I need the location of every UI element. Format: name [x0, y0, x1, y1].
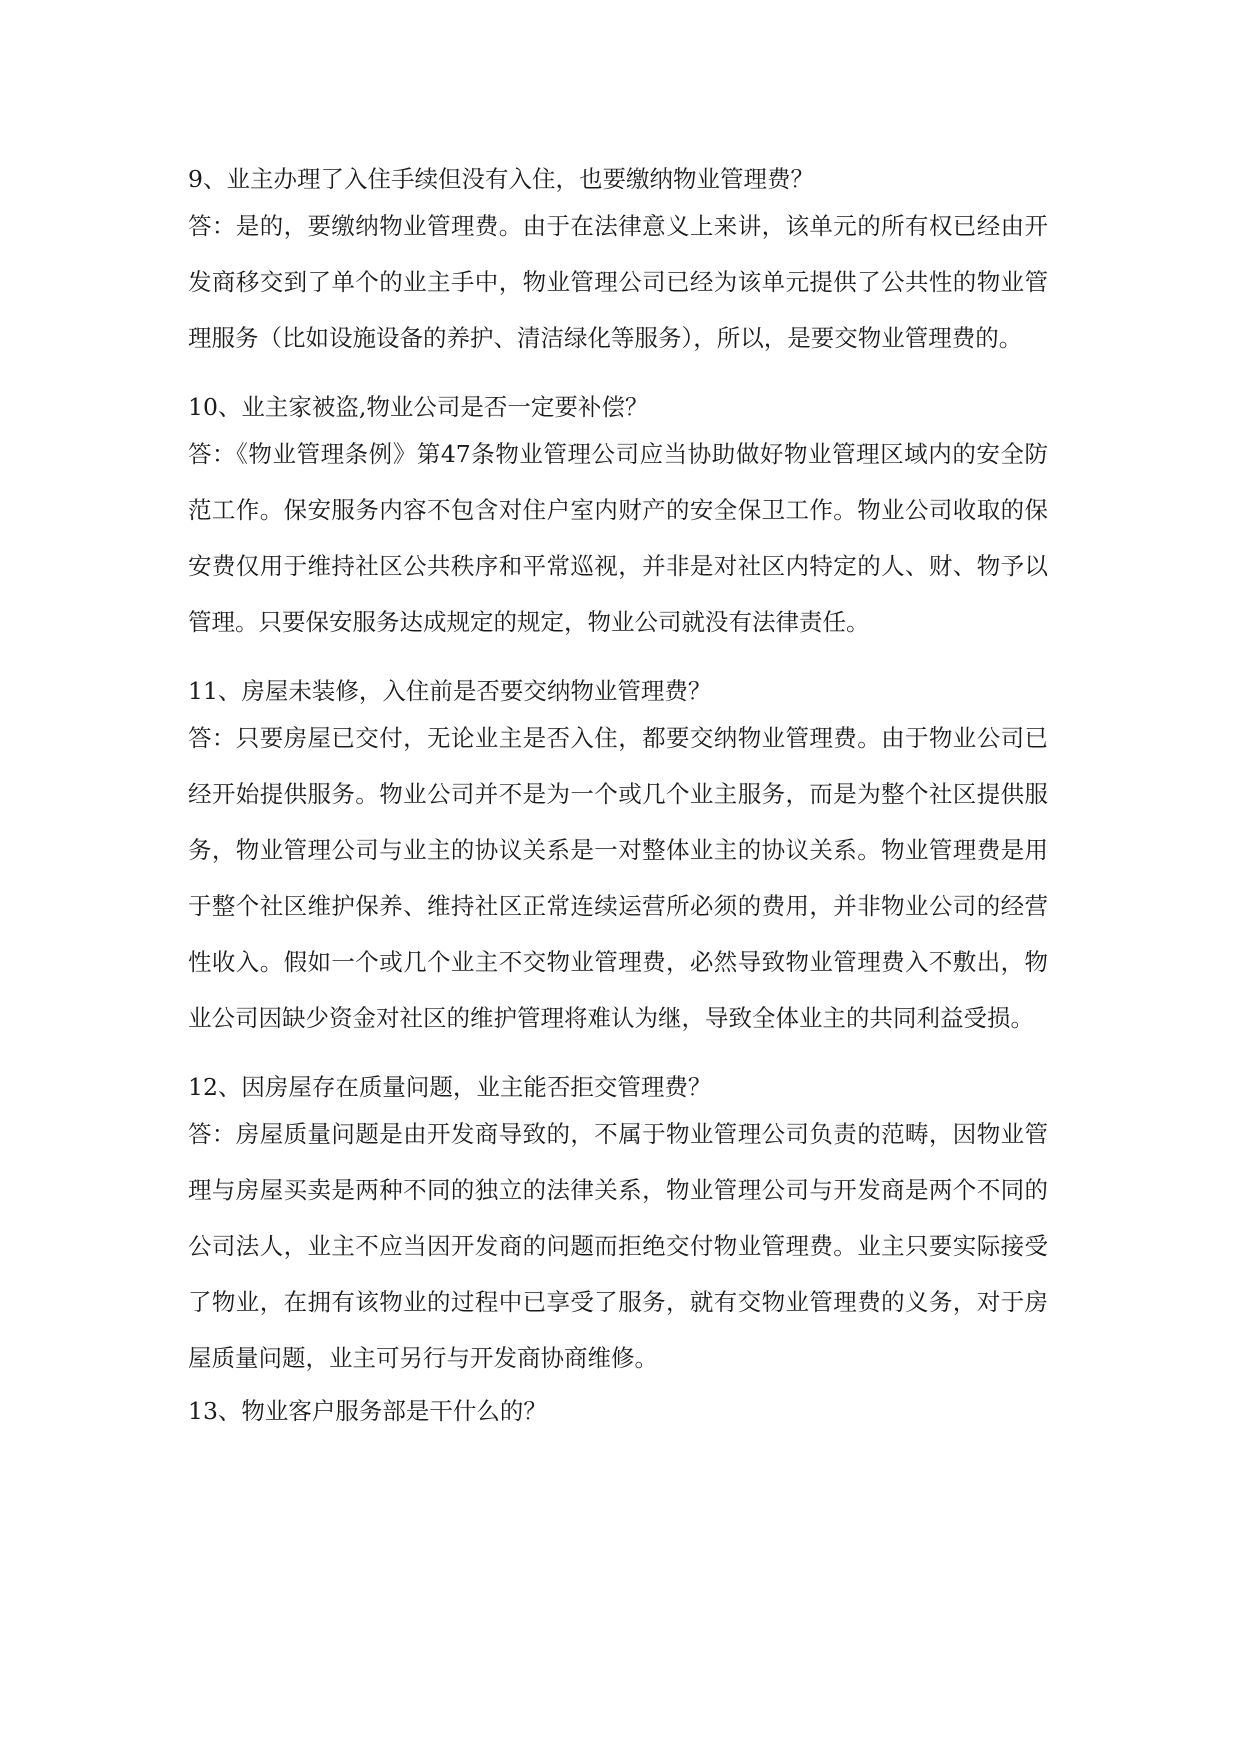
- document-page: [188, 160, 1048, 1430]
- question-heading-13: 13、物业客户服务部是干什么的？: [188, 1397, 547, 1425]
- answer-paragraph: 答：是的，要缴纳物业管理费。由于在法律意义上来讲，该单元的所有权已经由开发商移交到了单个的业主手中，物业管理公司已经为该单元提供了公共性的物业管理服务（比如设施设备的养护、清洁绿化等服务），所以，是要交物业管理费的。: [188, 212, 1048, 352]
- qa-item-9: [188, 160, 1048, 366]
- answer-paragraph: 答：《物业管理条例》第47条物业管理公司应当协助做好物业管理区域内的安全防范工作。保安服务内容不包含对住户室内财产的安全保卫工作。物业公司收取的保安费仅用于维持社区公共秩序和平常巡视，并非是对社区内特定的人、财、物予以管理。只要保安服务达成规定的规定，物业公司就没有法律责任。: [188, 440, 1048, 636]
- question-heading: 9、业主办理了入住手续但没有入住，也要缴纳物业管理费？: [188, 165, 814, 193]
- answer-paragraph: 答：房屋质量问题是由开发商导致的，不属于物业管理公司负责的范畴，因物业管理与房屋买卖是两种不同的独立的法律关系，物业管理公司与开发商是两个不同的公司法人，业主不应当因开发商的问题而拒绝交付物业管理费。业主只要实际接受了物业，在拥有该物业的过程中已享受了服务，就有交物业管理费的义务，对于房屋质量问题，业主可另行与开发商协商维修。: [188, 1120, 1048, 1372]
- question-heading: 12、因房屋存在质量问题，业主能否拒交管理费？: [188, 1073, 712, 1101]
- qa-item-12: [188, 1068, 1048, 1386]
- question-heading: 11、房屋未装修，入住前是否要交纳物业管理费？: [188, 677, 712, 705]
- qa-item-10: [188, 388, 1048, 650]
- qa-item-11: [188, 672, 1048, 1046]
- question-heading: 10、业主家被盗,物业公司是否一定要补偿？: [188, 393, 649, 421]
- answer-paragraph: 答：只要房屋已交付，无论业主是否入住，都要交纳物业管理费。由于物业公司已经开始提供服务。物业公司并不是为一个或几个业主服务，而是为整个社区提供服务，物业管理公司与业主的协议关系是一对整体业主的协议关系。物业管理费是用于整个社区维护保养、维持社区正常连续运营所必须的费用，并非物业公司的经营性收入。假如一个或几个业主不交物业管理费，必然导致物业管理费入不敷出，物业公司因缺少资金对社区的维护管理将难认为继，导致全体业主的共同利益受损。: [188, 724, 1048, 1032]
